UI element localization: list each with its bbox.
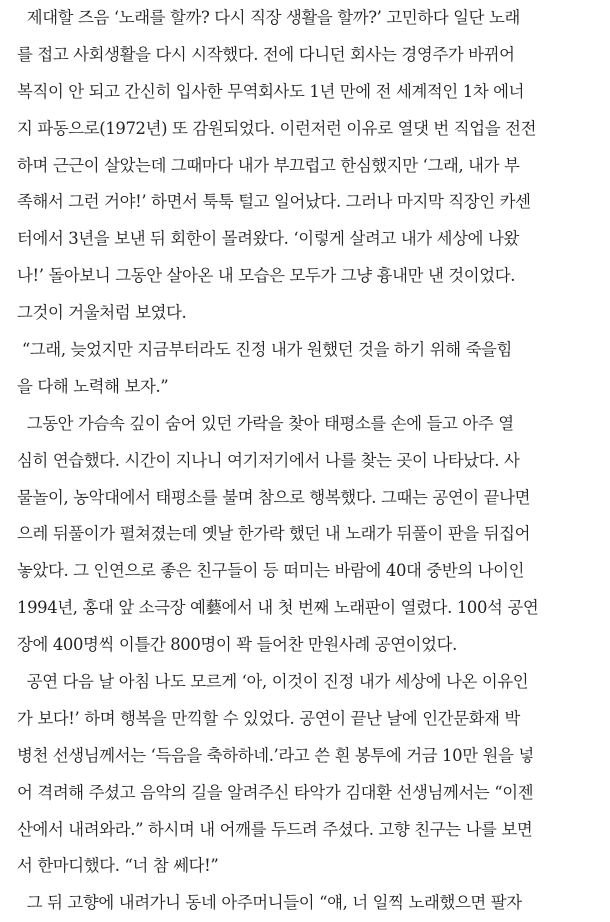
- text-line: 그 뒤 고향에 내려가니 동네 아주머니들이 “얘, 너 일찍 노래했으면 팔자: [17, 893, 522, 913]
- text-line: 터에서 3년을 보낸 뒤 회한이 몰려왔다. ‘이렇게 살려고 내가 세상에 나왔: [17, 229, 519, 249]
- text-line: 공연 다음 날 아침 나도 모르게 ‘아, 이것이 진정 내가 세상에 나온 이유인: [17, 672, 529, 692]
- text-line: 어 격려해 주셨고 음악의 길을 알려주신 타악가 김대환 선생님께서는 “이젠: [17, 782, 534, 802]
- text-line: 복직이 안 되고 간신히 입사한 무역회사도 1년 만에 전 세계적인 1차 에너: [17, 81, 525, 101]
- text-line: 나!’ 돌아보니 그동안 살아온 내 모습은 모두가 그냥 흉내만 낸 것이었다.: [17, 266, 516, 286]
- text-line: 지 파동으로(1972년) 또 감원되었다. 이런저런 이유로 열댓 번 직업을 전전: [17, 118, 537, 138]
- text-line: 물놀이, 농악대에서 태평소를 불며 참으로 행복했다. 그때는 공연이 끝나면: [17, 487, 531, 507]
- text-line: 서 한마디했다. “너 참 쎄다!”: [17, 856, 219, 876]
- text-line: 을 다해 노력해 보자.”: [17, 376, 169, 396]
- text-line: 장에 400명씩 이틀간 800명이 꽉 들어찬 만원사례 공연이었다.: [17, 635, 457, 655]
- text-line: 놓았다. 그 인연으로 좋은 친구들이 등 떠미는 바람에 40대 중반의 나이인: [17, 561, 525, 581]
- text-line: “그래, 늦었지만 지금부터라도 진정 내가 원했던 것을 하기 위해 죽을힘: [17, 340, 513, 360]
- text-line: 으레 뒤풀이가 펼쳐졌는데 옛날 한가락 했던 내 노래가 뒤풀이 판을 뒤집어: [17, 524, 531, 544]
- text-line: 산에서 내려와라.” 하시며 내 어깨를 두드려 주셨다. 고향 친구는 나를 보면: [17, 819, 533, 839]
- text-line: 가 보다!’ 하며 행복을 만끽할 수 있었다. 공연이 끝난 날에 인간문화재 박: [17, 708, 520, 728]
- text-line: 를 접고 사회생활을 다시 시작했다. 전에 다니던 회사는 경영주가 바뀌어: [17, 44, 515, 64]
- text-line: 그것이 거울처럼 보였다.: [17, 303, 187, 323]
- text-line: 그동안 가슴속 깊이 숨어 있던 가락을 찾아 태평소를 손에 들고 아주 열: [17, 413, 514, 433]
- text-line: 족해서 그런 거야!’ 하면서 툭툭 털고 일어났다. 그러나 마지막 직장인 카센: [17, 192, 531, 212]
- text-line: 심히 연습했다. 시간이 지나니 여기저기에서 나를 찾는 곳이 나타났다. 사: [17, 450, 520, 470]
- text-line: 병천 선생님께서는 ‘득음을 축하하네.’라고 쓴 흰 봉투에 거금 10만 원을 넣: [17, 745, 534, 765]
- document-page: [17, 0, 597, 913]
- text-line: 1994년, 홍대 앞 소극장 예藝에서 내 첫 번째 노래판이 열렸다. 100석 공연: [17, 598, 539, 618]
- text-line: 하며 근근이 살았는데 그때마다 내가 부끄럽고 한심했지만 ‘그래, 내가 부: [17, 155, 520, 175]
- text-line: 제대할 즈음 ‘노래를 할까? 다시 직장 생활을 할까?’ 고민하다 일단 노래: [17, 8, 520, 27]
